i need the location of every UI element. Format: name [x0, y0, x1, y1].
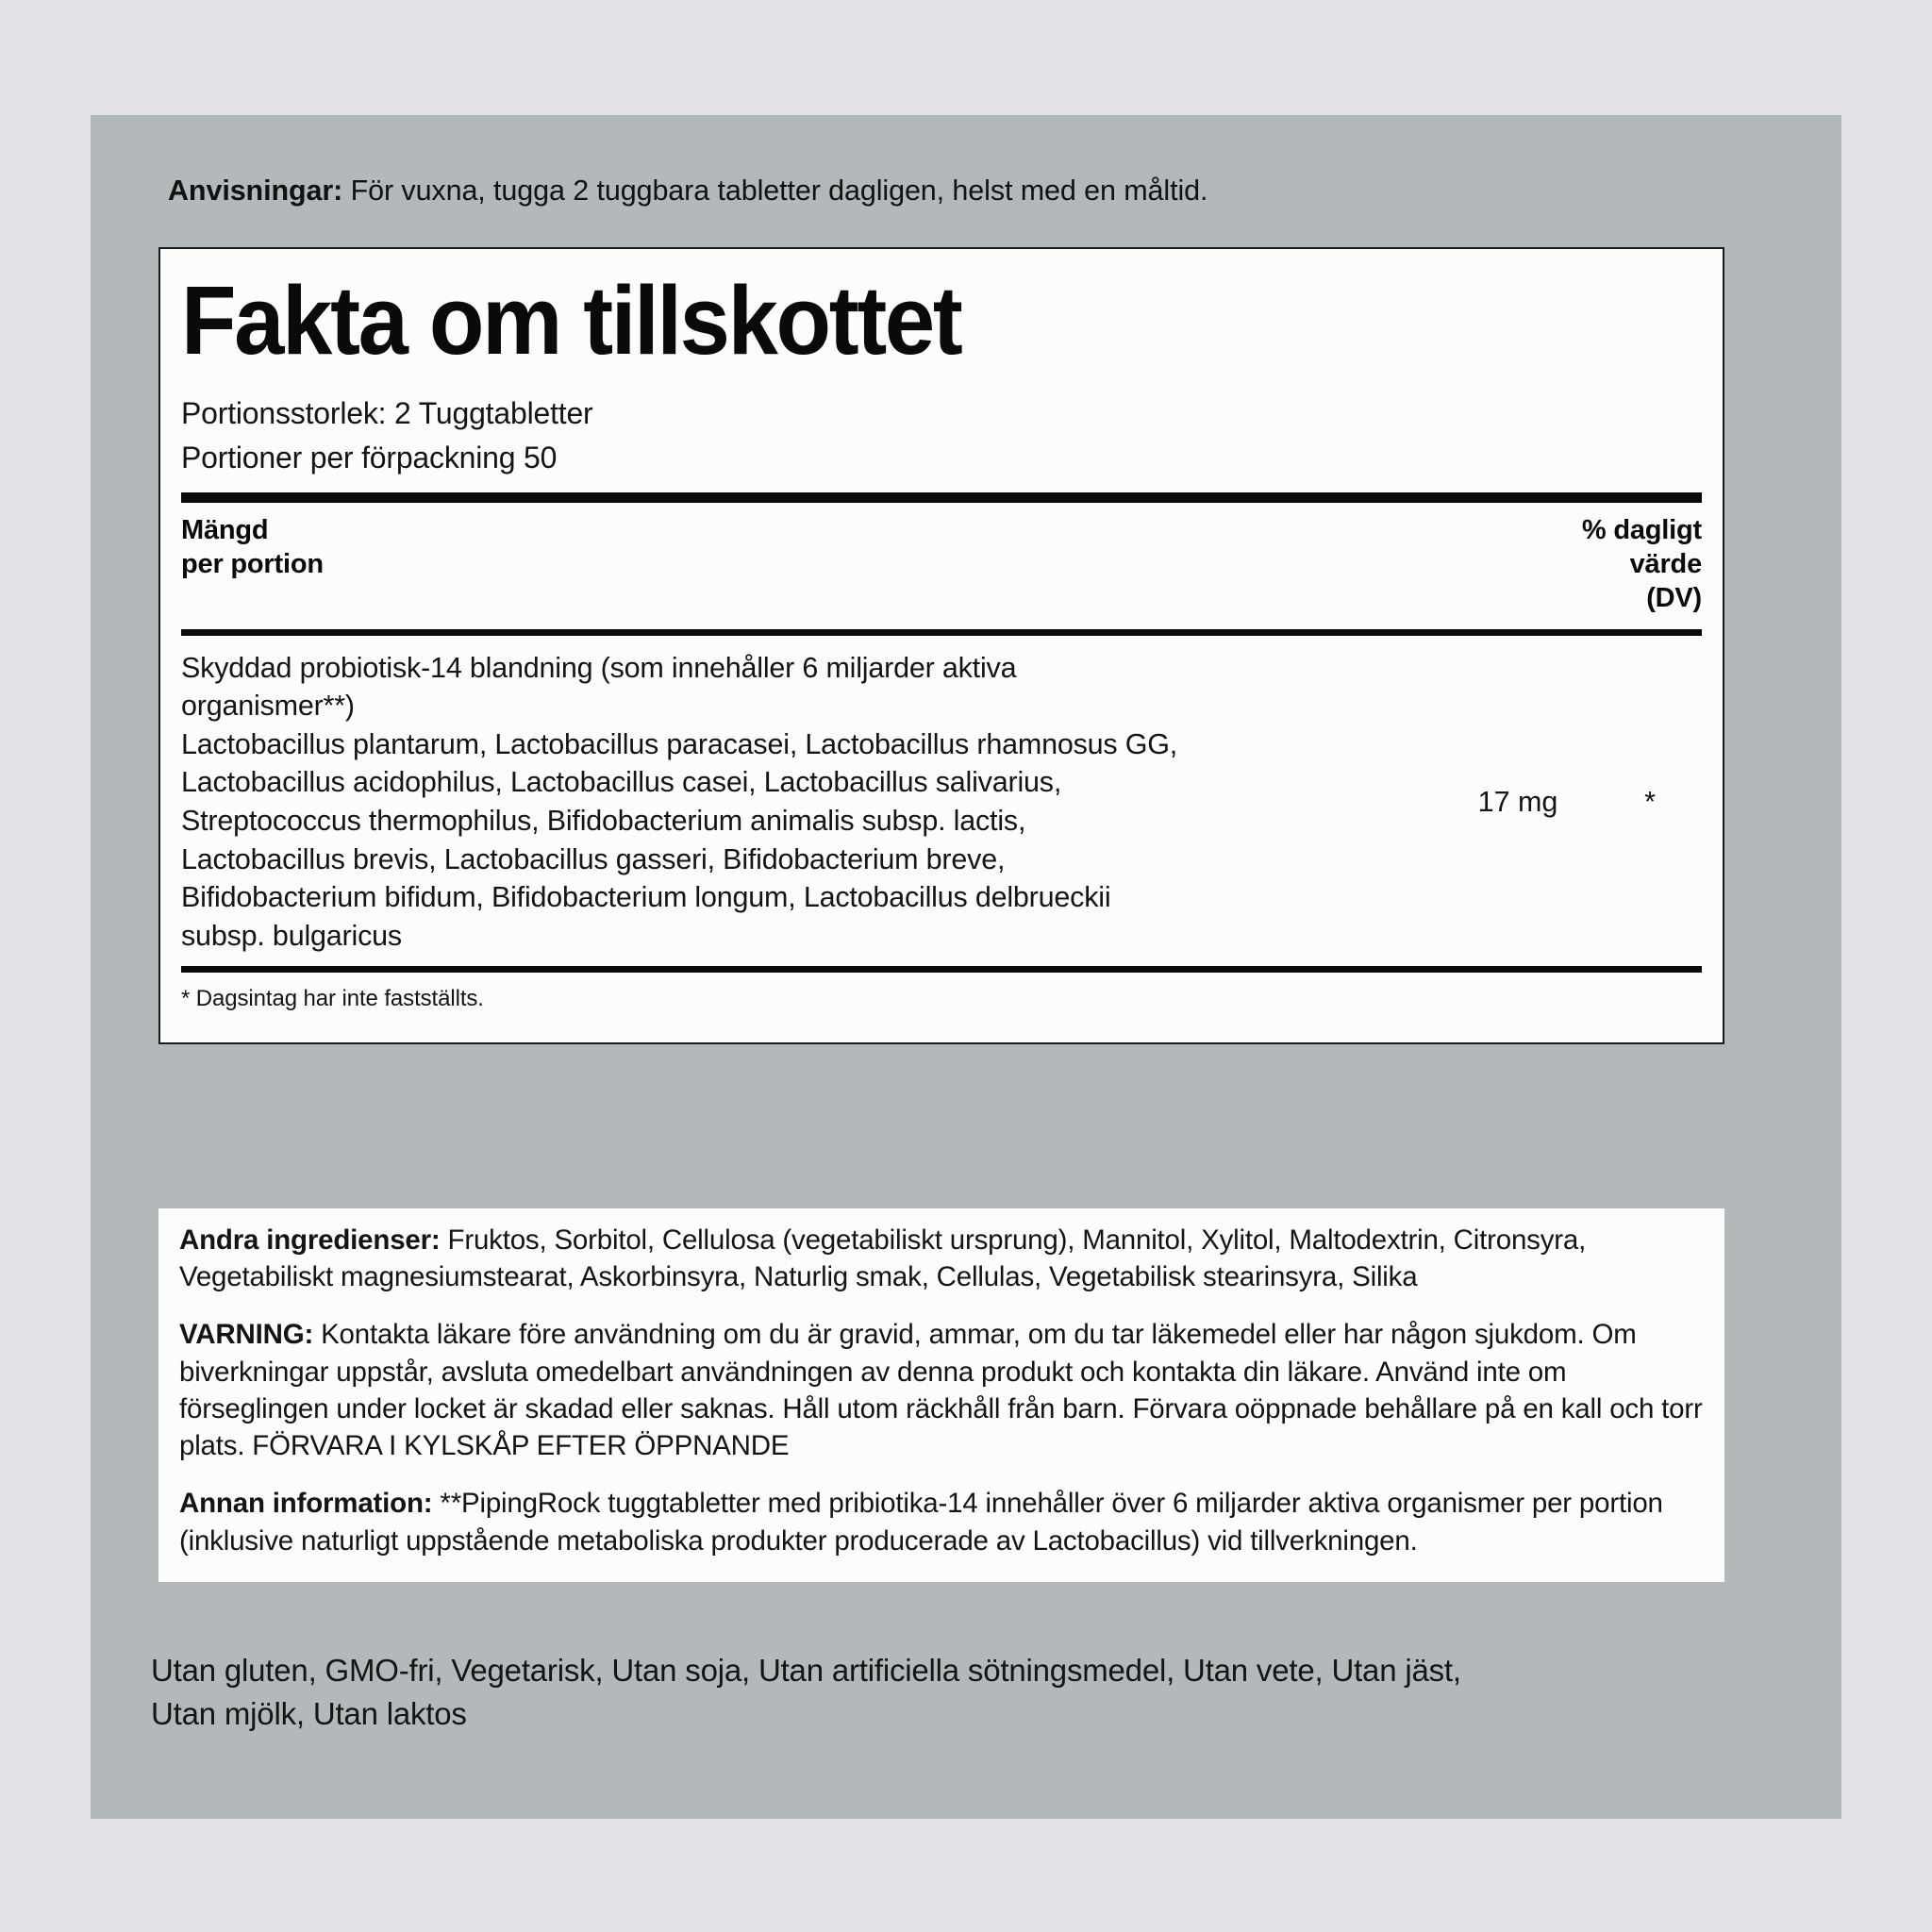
servings-per-container: Portioner per förpackning 50: [181, 440, 558, 475]
claims-line-1: Utan gluten, GMO-fri, Vegetarisk, Utan soja, Utan artificiella sötningsmedel, Utan vete, Utan jäst,: [151, 1653, 1461, 1688]
ingredient-name-block: [181, 649, 1438, 956]
page-title: Fakta om tillskottet: [181, 266, 961, 375]
table-header-row: [181, 503, 1702, 629]
daily-value-header: [1582, 514, 1702, 616]
table-row: [181, 636, 1702, 967]
serving-info: [181, 391, 1702, 479]
ingredient-line: subsp. bulgaricus: [181, 919, 402, 952]
ingredient-line: Skyddad probiotisk-14 blandning (som innehåller 6 miljarder aktiva: [181, 651, 1017, 684]
ingredient-line: Bifidobacterium bifidum, Bifidobacterium longum, Lactobacillus delbrueckii: [181, 881, 1111, 914]
ingredient-line: Streptococcus thermophilus, Bifidobacterium animalis subsp. lactis,: [181, 805, 1026, 837]
directions-line: [168, 173, 1772, 208]
claims-line-2: Utan mjölk, Utan laktos: [151, 1696, 467, 1732]
amount-per-serving-header: [181, 514, 324, 582]
other-information-text: **PipingRock tuggtabletter med pribiotika-14 innehåller över 6 miljarder aktiva organismer per portion (inklusive naturligt uppstående metaboliska produkter producerade av Lactobacillus) vid tillverkningen.: [179, 1488, 1663, 1557]
other-ingredients-paragraph: [179, 1222, 1704, 1295]
other-information-paragraph: [179, 1485, 1704, 1558]
amount-header-line2: per portion: [181, 548, 324, 579]
serving-size: Portionsstorlek: 2 Tuggtabletter: [181, 396, 593, 431]
ingredient-line: Lactobacillus acidophilus, Lactobacillus casei, Lactobacillus salivarius,: [181, 766, 1062, 799]
warning-text: Kontakta läkare före användning om du är gravid, ammar, om du tar läkemedel eller har någon sjukdom. Om biverkningar uppstår, avsluta omedelbart användningen av denna produkt och kontakta din läkare. Använd inte om förseglingen under locket är skadad eller saknas. Håll utom räckhåll från barn. Förvara oöppnade behållare på en kall och torr plats. FÖRVARA I KYLSKÅP EFTER ÖPPNANDE: [179, 1319, 1703, 1462]
warning-label: VARNING:: [179, 1319, 314, 1351]
directions-label: Anvisningar:: [168, 175, 343, 207]
other-information-label: Annan information:: [179, 1488, 433, 1520]
daily-value-footnote: * Dagsintag har inte fastställts.: [181, 986, 484, 1012]
ingredient-daily-value: *: [1644, 785, 1656, 818]
product-claims: [151, 1649, 1755, 1736]
directions-text: För vuxna, tugga 2 tuggbara tabletter dagligen, helst med en måltid.: [342, 175, 1208, 207]
additional-info-section: [158, 1208, 1724, 1582]
ingredient-line: Lactobacillus plantarum, Lactobacillus paracasei, Lactobacillus rhamnosus GG,: [181, 727, 1178, 760]
ingredient-amount: 17 mg: [1477, 785, 1558, 818]
dv-header-line3: (DV): [1646, 582, 1702, 613]
dv-header-line1: % dagligt: [1581, 514, 1702, 545]
other-ingredients-label: Andra ingredienser:: [179, 1224, 441, 1256]
warning-paragraph: [179, 1316, 1704, 1464]
divider-under-header: [181, 629, 1702, 636]
dv-header-line2: värde: [1629, 548, 1702, 579]
ingredient-line: Lactobacillus brevis, Lactobacillus gasseri, Bifidobacterium breve,: [181, 842, 1006, 875]
ingredient-line: organismer**): [181, 690, 355, 723]
divider-heavy-top: [181, 492, 1702, 503]
supplement-facts-panel: [158, 247, 1724, 1044]
amount-header-line1: Mängd: [181, 514, 269, 545]
other-ingredients-text: Fruktos, Sorbitol, Cellulosa (vegetabiliskt ursprung), Mannitol, Xylitol, Maltodextrin, Citronsyra, Vegetabiliskt magnesiumstearat, Askorbinsyra, Naturlig smak, Cellulas, Vegetabilisk stearinsyra, Silika: [179, 1224, 1587, 1293]
divider-under-rows: [181, 966, 1702, 973]
